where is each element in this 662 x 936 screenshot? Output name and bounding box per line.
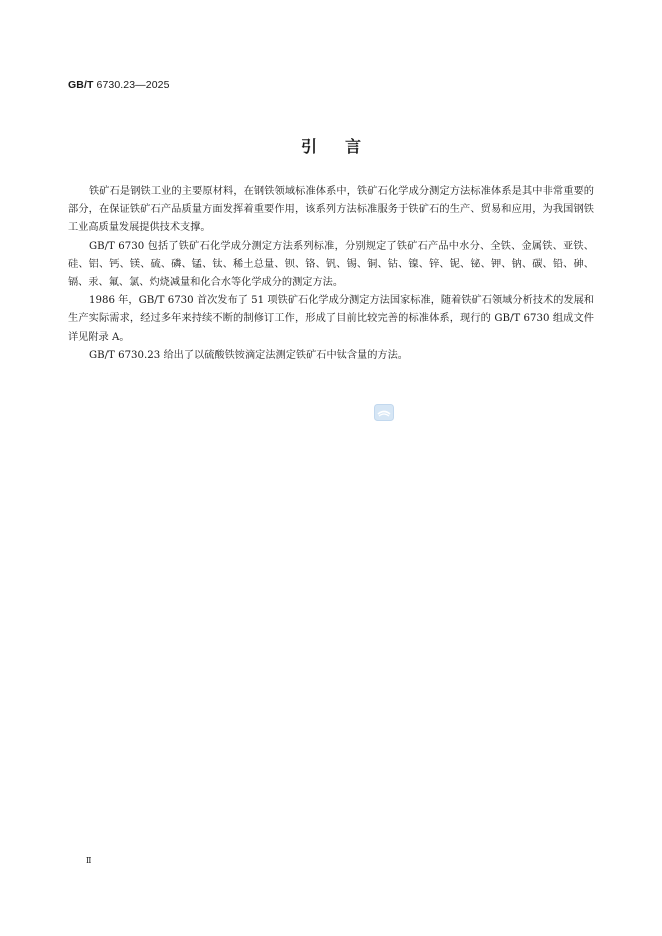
paragraph-3: 1986 年，GB/T 6730 首次发布了 51 项铁矿石化学成分测定方法国家标准，随着铁矿石领域分析技术的发展和生产实际需求，经过多年来持续不断的制修订工作，形成了目前比较完善的标准体系，现行的 GB/T 6730 组成文件详见附录 A。 bbox=[68, 295, 594, 343]
page-title: 引言 bbox=[300, 137, 389, 156]
document-code bbox=[68, 79, 170, 91]
introduction-body bbox=[68, 183, 594, 365]
document-code-prefix: GB/T bbox=[68, 79, 94, 91]
sac-logo-icon bbox=[374, 404, 394, 421]
paragraph-2: GB/T 6730 包括了铁矿石化学成分测定方法系列标准，分别规定了铁矿石产品中水分、全铁、金属铁、亚铁、硅、铝、钙、镁、硫、磷、锰、钛、稀土总量、钡、铬、钒、锡、铜、钴、镍、锌、铌、铋、钾、钠、碳、铅、砷、镉、汞、氟、氯、灼烧减量和化合水等化学成分的测定方法。 bbox=[68, 240, 594, 289]
document-code-number: 6730.23—2025 bbox=[93, 79, 170, 91]
paragraph-1: 铁矿石是钢铁工业的主要原材料，在钢铁领域标准体系中，铁矿石化学成分测定方法标准体系是其中非常重要的部分，在保证铁矿石产品质量方面发挥着重要作用，该系列方法标准服务于铁矿石的生产、贸易和应用，为我国钢铁工业高质量发展提供技术支撑。 bbox=[68, 186, 594, 234]
paragraph-4: GB/T 6730.23 给出了以硫酸铁铵滴定法测定铁矿石中钛含量的方法。 bbox=[89, 349, 408, 361]
page-number: Ⅱ bbox=[86, 856, 92, 865]
